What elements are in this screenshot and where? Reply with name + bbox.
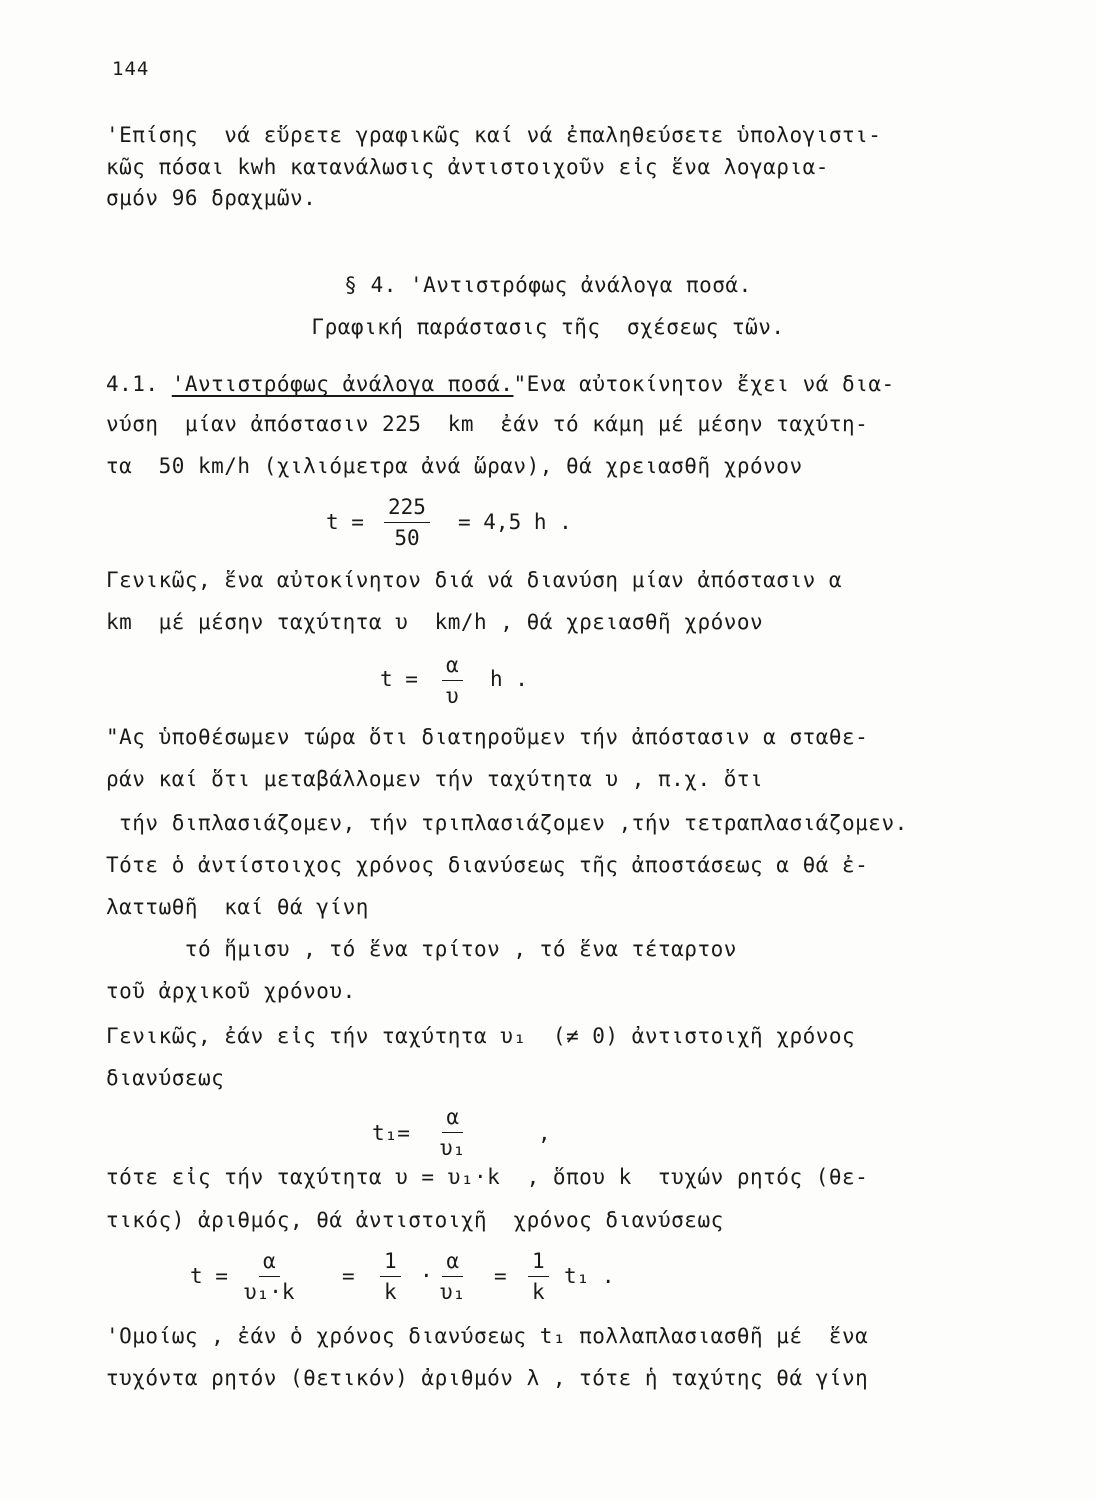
para3-line1: "Ας ὑποθέσωμεν τώρα ὅτι διατηροῦμεν τήν ἀπόστασιν α σταθε- (106, 725, 869, 749)
eq4-f2-denominator: k (384, 1280, 397, 1304)
eq1-lhs: t = (326, 510, 364, 534)
page-number: 144 (112, 58, 150, 80)
section-heading: § 4. 'Αντιστρόφως ἀνάλογα ποσά. (344, 273, 752, 297)
eq2-lhs: t = (380, 667, 418, 691)
eq4-fraction4 (528, 1248, 549, 1305)
subsection-line1 (106, 370, 895, 398)
eq3-denominator: υ₁ (440, 1136, 466, 1160)
para3-line7: τοῦ ἀρχικοῦ χρόνου. (106, 979, 356, 1003)
eq4-f3-numerator: α (442, 1248, 463, 1277)
subsection-line2: νύση μίαν ἀπόστασιν 225 km ἐάν τό κάμη μέ μέσην ταχύτη- (106, 412, 869, 436)
eq3-lhs: t₁= (372, 1121, 410, 1145)
eq2-rhs: h . (490, 667, 528, 691)
eq4-f4-numerator: 1 (528, 1248, 549, 1277)
para5-line2: τικός) ἀριθμός, θά ἀντιστοιχῆ χρόνος διανύσεως (106, 1208, 724, 1232)
eq4-f3-denominator: υ₁ (440, 1280, 466, 1304)
para2-line2: km μέ μέσην ταχύτητα υ km/h , θά χρειασθῆ χρόνον (106, 610, 764, 634)
eq3-numerator: α (442, 1104, 463, 1133)
para4-line2: διανύσεως (106, 1066, 225, 1090)
eq2-fraction (442, 652, 463, 709)
eq4-equals-a: = (342, 1264, 355, 1288)
para1-line2: κῶς πόσαι kwh κατανάλωσις ἀντιστοιχοῦν εἰς ἕνα λογαρια- (106, 155, 829, 179)
eq4-f1-numerator: α (259, 1248, 280, 1277)
para3-line4: Τότε ὁ ἀντίστοιχος χρόνος διανύσεως τῆς ἀποστάσεως α θά ἐ- (106, 853, 869, 877)
para6-line1: 'Ομοίως , ἐάν ὁ χρόνος διανύσεως t₁ πολλαπλασιασθῆ μέ ἕνα (106, 1324, 869, 1348)
para3-line2: ράν καί ὅτι μεταβάλλομεν τήν ταχύτητα υ , π.χ. ὅτι (106, 767, 764, 791)
para3-line5: λαττωθῆ καί θά γίνη (106, 895, 369, 919)
eq4-fraction1 (244, 1248, 295, 1305)
para1-line1: 'Επίσης νά εὕρετε γραφικῶς καί νά ἐπαληθεύσετε ὑπολογιστι- (106, 123, 882, 147)
para3-line3: τήν διπλασιάζομεν, τήν τριπλασιάζομεν ,τήν τετραπλασιάζομεν. (106, 811, 908, 835)
eq4-f1-denominator: υ₁·k (244, 1280, 295, 1304)
para5-line1: τότε εἰς τήν ταχύτητα υ = υ₁·k , ὅπου k τυχών ρητός (θε- (106, 1165, 869, 1189)
eq2-numerator: α (442, 652, 463, 681)
eq1-denominator: 50 (394, 526, 420, 550)
para1-line3: σμόν 96 δραχμῶν. (106, 186, 317, 210)
eq4-fraction2 (380, 1248, 401, 1305)
eq1-rhs: = 4,5 h . (458, 510, 572, 534)
section-subheading: Γραφική παράστασις τῆς σχέσεως τῶν. (311, 315, 785, 339)
para2-line1: Γενικῶς, ἕνα αὐτοκίνητον διά νά διανύση μίαν ἀπόστασιν α (106, 568, 843, 592)
para3-line6: τό ἥμισυ , τό ἕνα τρίτον , τό ἕνα τέταρτον (106, 937, 737, 961)
eq4-equals-b: = (494, 1264, 507, 1288)
subsection-line1-rest: "Ενα αὐτοκίνητον ἔχει νά δια- (513, 372, 895, 396)
subsection-title: 'Αντιστρόφως ἀνάλογα ποσά. (171, 372, 514, 396)
eq4-lhs: t = (190, 1264, 228, 1288)
eq4-dot: · (420, 1264, 433, 1288)
eq1-numerator: 225 (384, 494, 430, 523)
subsection-line3: τα 50 km/h (χιλιόμετρα ἀνά ὥραν), θά χρειασθῆ χρόνον (106, 454, 803, 478)
eq4-f4-denominator: k (532, 1280, 545, 1304)
eq3-rhs: , (538, 1121, 551, 1145)
eq4-tail: t₁ . (564, 1264, 615, 1288)
eq4-f2-numerator: 1 (380, 1248, 401, 1277)
eq2-denominator: υ (446, 684, 459, 708)
para4-line1: Γενικῶς, ἐάν εἰς τήν ταχύτητα υ₁ (≠ 0) ἀντιστοιχῆ χρόνος (106, 1024, 856, 1048)
para6-line2: τυχόντα ρητόν (θετικόν) ἀριθμόν λ , τότε ἡ ταχύτης θά γίνη (106, 1366, 869, 1390)
eq1-fraction (384, 494, 430, 551)
eq4-fraction3 (440, 1248, 465, 1305)
eq3-fraction (440, 1104, 465, 1161)
subsection-number: 4.1. (106, 372, 159, 396)
